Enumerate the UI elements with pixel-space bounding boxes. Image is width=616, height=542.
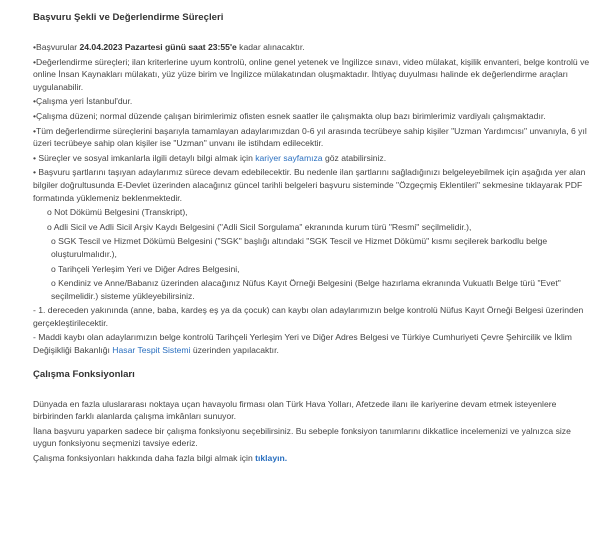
doc-item-sgk: o SGK Tescil ve Hizmet Dökümü Belgesini ("SGK" başlığı altındaki "SGK Tescil ve Hizmet Dökümü" kısmı seçilerek barkodlu belge oluşturulmalıdır.), <box>51 236 548 259</box>
section-title-functions: Çalışma Fonksiyonları <box>33 368 135 380</box>
bullet-career-page-prefix: • Süreçler ve sosyal imkanlarla ilgili detaylı bilgi almak için <box>33 152 256 163</box>
bullet-evaluation-process: •Değerlendirme süreçleri; ilan kriterlerine uyum kontrolü, online genel yetenek ve İngilizce sınavı, video mülakat, kişilik envanteri, belge kontrolü ve online İnsan Kaynakları mülakatı, yüz yüze birim ve İngilizce mülakatından oluşmaktadır. İhtiyaç duyulması halinde ek değerlendirme araçları uygulanabilir. <box>33 56 590 92</box>
functions-more-info-prefix: Çalışma fonksiyonları hakkında daha fazla bilgi almak için <box>33 453 256 464</box>
functions-selection-note: İlana başvuru yaparken sadece bir çalışma fonksiyonu seçebilirsiniz. Bu sebeple fonksiyon tanımlarını dikkatlice incelemenizi ve yalnızca size uygun fonksiyonu seçmenizi tavsiye ederiz. <box>33 425 571 449</box>
bullet-deadline-suffix: kadar alınacaktır. <box>236 42 305 52</box>
dash-item-material-loss <box>33 331 594 356</box>
doc-item-address: o Tarihçeli Yerleşim Yeri ve Diğer Adres Belgesini, <box>51 263 240 274</box>
deadline-date: 24.04.2023 Pazartesi günü saat 23:55'e <box>79 42 237 52</box>
bullet-work-location: •Çalışma yeri İstanbul'dur. <box>33 96 133 107</box>
click-here-link[interactable]: tıklayın. <box>255 453 288 464</box>
doc-item-population-registry: o Kendiniz ve Anne/Babanız üzerinden alacağınız Nüfus Kayıt Örneği Belgesini (Belge hazırlama ekranında Vukuatlı Belge türü "Evet" seçilmelidir.) sisteme yükleyebilirsiniz. <box>51 278 561 301</box>
bullet-deadline-prefix: •Başvurular <box>33 42 80 52</box>
dash-item-relative-loss: - 1. dereceden yakınında (anne, baba, kardeş eş ya da çocuk) can kaybı olan adaylarımızın belge kontrolü Nüfus Kayıt Örneği Belgesi üzerinden gerçekleştirilecektir. <box>33 305 584 328</box>
dash-item-material-loss-suffix: üzerinden yapılacaktır. <box>190 345 279 356</box>
functions-intro: Dünyada en fazla uluslararası noktaya uçan havayolu firması olan Türk Hava Yolları, Afetzede ilanı ile kariyerine devam etmek isteyenlere birbirinden farklı alanlarda çalışma imkânları sunuyor. <box>33 398 557 422</box>
bullet-career-page <box>33 152 594 165</box>
bullet-career-page-suffix: göz atabilirsiniz. <box>322 152 387 163</box>
doc-item-criminal-record: o Adli Sicil ve Adli Sicil Arşiv Kaydı Belgesini ("Adli Sicil Sorgulama" ekranında kurum türü "Resmi" seçilmelidir.), <box>47 221 472 232</box>
doc-item-transcript: o Not Dökümü Belgesini (Transkript), <box>47 207 188 218</box>
bullet-titles: •Tüm değerlendirme süreçlerini başarıyla tamamlayan adaylarımızdan 0-6 yıl arasında tecrübeye sahip kişiler "Uzman Yardımcısı" unvanıyla, 6 yıl üzeri tecrübeye sahip olan kişiler ise "Uzman" unvanı ile istihdam edilecektir. <box>33 125 587 149</box>
bullet-deadline <box>33 41 594 54</box>
section-title-application: Başvuru Şekli ve Değerlendirme Süreçleri <box>33 12 224 23</box>
bullet-documents: • Başvuru şartlarını taşıyan adaylarımız sürece devam edebilecektir. Bu nedenle ilan şartlarını sağladığınızı belgeleyebilmek için aşağıda yer alan bilgiler doğrultusunda E-Devlet üzerinden alacağınız güncel tarihli belgeleri başvuru sisteminde "Özgeçmiş Eklentileri" sekmesine tıklayarak PDF formatında yüklemeniz beklenmektedir. <box>33 167 586 203</box>
career-page-link[interactable]: kariyer sayfamıza <box>255 152 323 163</box>
bullet-work-schedule: •Çalışma düzeni; normal düzende çalışan birimlerimiz ofisten esnek saatler ile çalışmakta olup bazı birimlerimiz vardiyalı çalışmaktadır. <box>33 110 546 121</box>
functions-more-info <box>33 452 594 465</box>
dash-item-material-loss-prefix: - Maddi kaybı olan adaylarımızın belge kontrolü Tarihçeli Yerleşim Yeri ve Diğer Adres Belgesi ve Türkiye Cumhuriyeti Çevre Şehircilik ve İklim Değişikliği Bakanlığı <box>33 332 572 356</box>
damage-assessment-link[interactable]: Hasar Tespit Sistemi <box>112 345 191 356</box>
